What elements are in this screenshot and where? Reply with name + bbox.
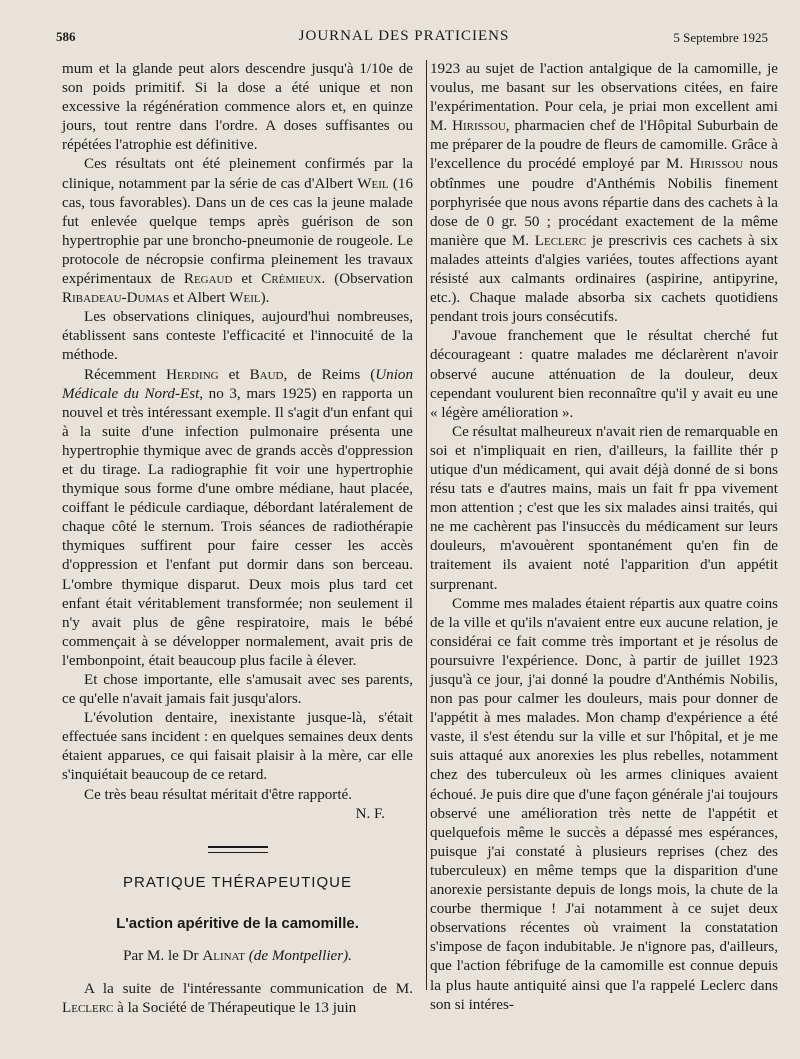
paragraph: J'avoue franchement que le résultat cherché fut décourageant : quatre malades me déclarèrent n'avoir observé aucune atténuation de la douleur, deux cependant voulurent bien reconnaître qu'il y avait eu une « légère amélioration ». xyxy=(430,328,778,421)
paragraph: A la suite de l'intéressante communication de M. Leclerc à la Société de Thérapeutique le 13 juin xyxy=(62,981,413,1017)
column-divider xyxy=(426,60,427,990)
journal-title: JOURNAL DES PRATICIENS xyxy=(298,28,510,44)
author-initials: N. F. xyxy=(355,805,385,822)
section-title: PRATIQUE THÉRAPEUTIQUE xyxy=(123,873,352,891)
article-title: L'action apéritive de la camomille. xyxy=(116,914,359,932)
right-column xyxy=(430,60,778,1015)
page-header xyxy=(40,26,768,52)
page-number: 586 xyxy=(56,29,76,44)
paragraph: Ce résultat malheureux n'avait rien de remarquable en soi et n'impliquait en rien, d'ailleurs, la faillite thér p utique d'un médicament, qui avait déjà donné de si bons résu tats e d'autres mains, mais un fait fr ppa vivement mon attention ; c'est que les six malades ainsi traités, qui ne me cachèrent pas l'insuccès du médicament sur leurs douleurs, m'avouèrent spontanément qu'en fin de traitement ils avaient noté l'apparition d'un appétit surprenant. xyxy=(430,423,778,593)
paragraph: Récemment Herding et Baud, de Reims (Union Médicale du Nord-Est, no 3, mars 1925) en rapporta un nouvel et très intéressant exemple. Il s'agit d'un enfant qui à la suite d'une infection pulmonaire présenta une hypertrophie thymique avec de grands accès d'oppression et du tirage. La radiographie fit voir une hypertrophie thymique sous forme d'une ombre médiane, haut placée, coiffant le pédicule cardiaque, débordant latéralement de chaque côté le sternum. Trois séances de radiothérapie thymiques suffirent pour faire cesser les accès d'oppression et l'enfant put dormir dans son berceau. L'ombre thymique disparut. Deux mois plus tard cet enfant était véritablement transformée; non seulement il n'y avait plus de gêne respiratoire, mais le bébé commençait à se développer normalement, avait pris de l'embonpoint, était beaucoup plus facile à élever. xyxy=(62,366,413,669)
paragraph: Les observations cliniques, aujourd'hui nombreuses, établissent sans conteste l'efficacité et l'innocuité de la méthode. xyxy=(62,309,413,364)
paragraph: Comme mes malades étaient répartis aux quatre coins de la ville et qu'ils n'avaient entre eux aucune relation, je considérai ce fait comme très important et je résolus de poursuivre l'expérience. Donc, à partir de juillet 1923 jusqu'à ce jour, j'ai donné la poudre d'Anthémis Nobilis, non pas pour calmer les douleurs, mais pour donner de l'appétit à mes malades. Mon champ d'expérience a été vaste, il s'est étendu sur la ville et sur l'hôpital, et je me suis attaqué aux anorexies les plus rebelles, notamment chez des tuberculeux où les armes cliniques avaient échoué. Je puis dire que d'une façon générale j'ai toujours observé une amélioration très nette de l'appétit et quelquefois même le succès a dépassé mes espérances, puisque j'ai constaté à plusieurs reprises (chez des tuberculeux) en même temps que la disparition d'une anorexie persistante depuis de longs mois, la chute de la courbe thermique ! J'ai notamment à ce sujet deux observations récentes où vraiment la constatation s'impose de façon indubitable. Je n'ignore pas, d'ailleurs, que l'action fébrifuge de la camomille est connue depuis la plus haute antiquité ainsi que l'a rappelé Leclerc dans son si intéres- xyxy=(430,595,778,1013)
paragraph: Ces résultats ont été pleinement confirmés par la clinique, notamment par la série de cas d'Albert Weil (16 cas, tous favorables). Dans un de ces cas la jeune malade fut enlevée quelque temps après guérison de son hypertrophie par une broncho-pneumonie de rougeole. Le protocole de nécropsie confirma pleinement les travaux expérimentaux de Regaud et Crémieux. (Observation Ribadeau-Dumas et Albert Weil). xyxy=(62,156,413,307)
issue-date: 5 Septembre 1925 xyxy=(673,30,768,45)
left-column xyxy=(62,60,413,1018)
byline: Par M. le Dr Alinat (de Montpellier). xyxy=(123,947,352,964)
paragraph: 1923 au sujet de l'action antalgique de la camomille, je voulus, me basant sur les observations citées, en faire l'expérimentation. Pour cela, je priai mon excellent ami M. Hirissou, pharmacien chef de l'Hôpital Suburbain de me préparer de la poudre de fleurs de camomille. Grâce à l'excellence du procédé employé par M. Hirissou nous obtînmes une poudre d'Anthémis Nobilis finement porphyrisée que nous avons répartie dans des cachets à la dose de 0 gr. 50 ; procédant exactement de la même manière que M. Leclerc je prescrivis ces cachets à six malades atteints d'algies variées, toutes affections ayant résisté aux calmants ordinaires (aspirine, antipyrine, etc.). Chaque malade absorba six cachets quotidiens pendant trois jours consécutifs. xyxy=(430,61,779,326)
paragraph: Ce très beau résultat méritait d'être rapporté. xyxy=(84,786,353,803)
section-divider xyxy=(62,846,413,853)
paragraph: Et chose importante, elle s'amusait avec ses parents, ce qu'elle n'avait jamais fait jusqu'alors. xyxy=(62,672,413,708)
paragraph: mum et la glande peut alors descendre jusqu'à 1/10e de son poids primitif. Si la dose a été unique et non excessive la régénération commence alors et, en quinze jours, tout rentre dans l'ordre. A doses suffisantes ou répétées l'atrophie est définitive. xyxy=(62,61,413,154)
paragraph: L'évolution dentaire, inexistante jusque-là, s'était effectuée sans incident : en quelques semaines deux dents étaient apparues, ce qui faisait plaisir à la mère, car elle s'inquiétait beaucoup de ce retard. xyxy=(62,710,413,784)
